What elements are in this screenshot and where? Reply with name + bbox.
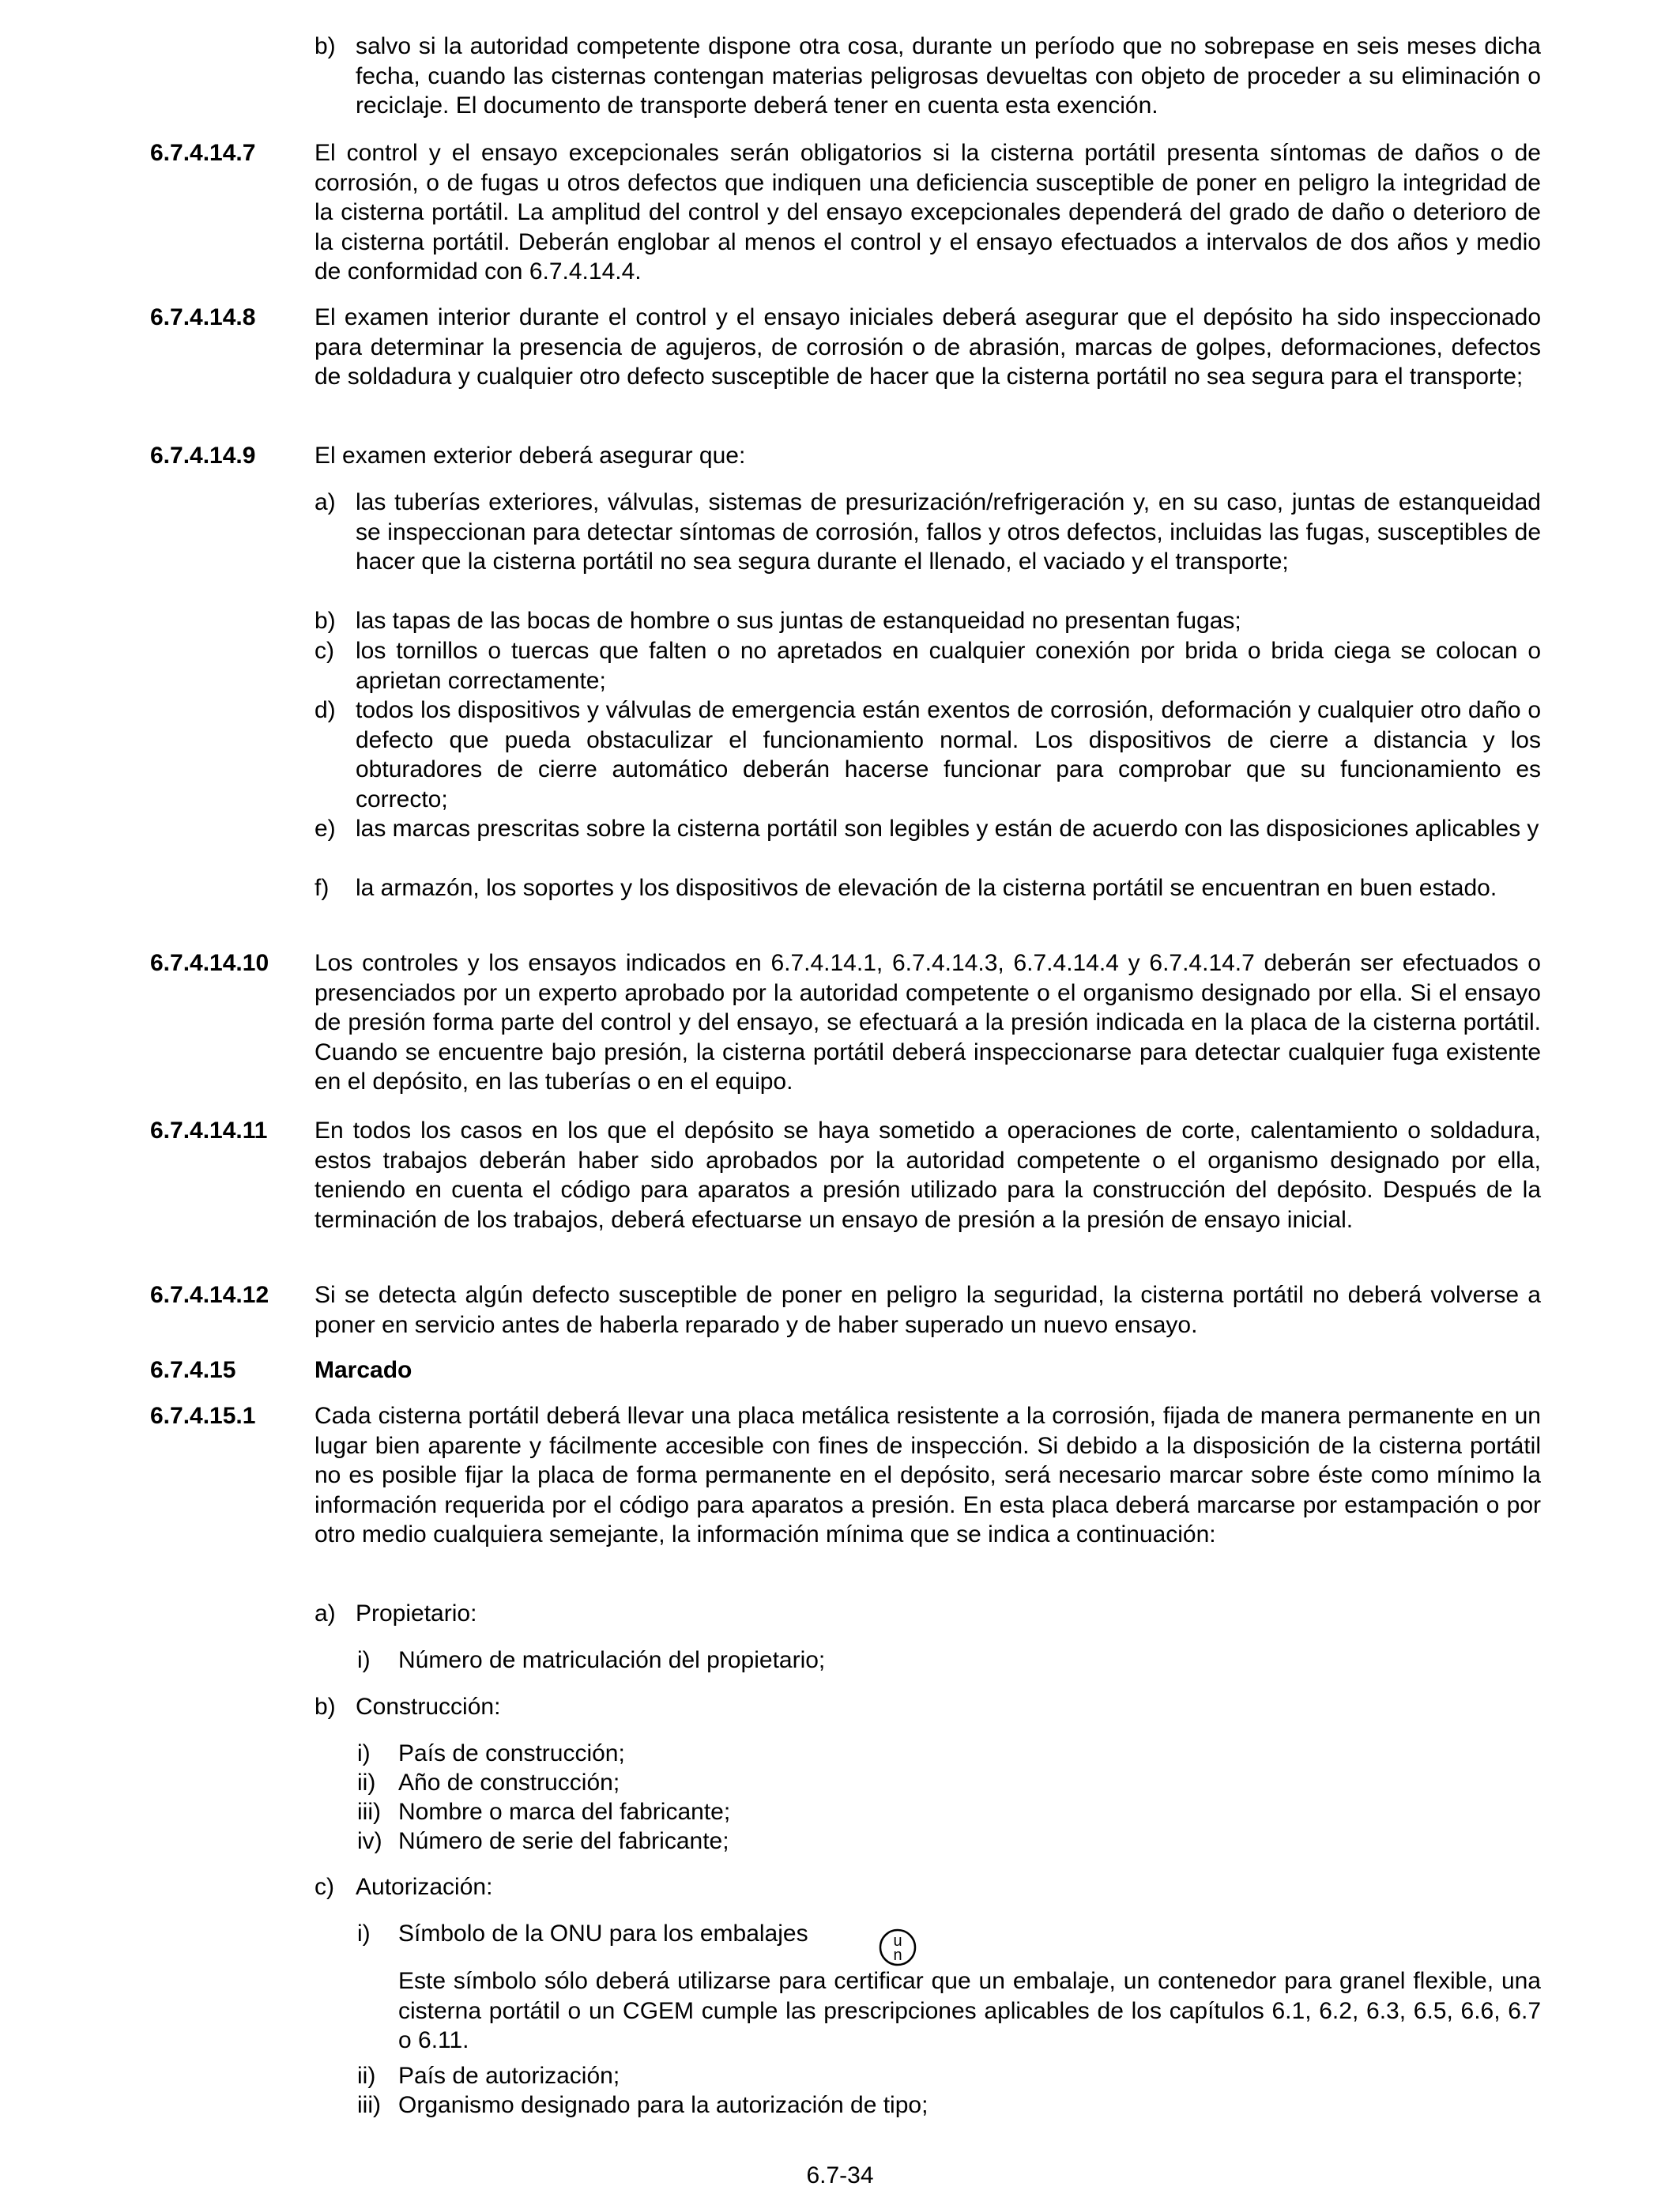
item-label: c)	[315, 1874, 334, 1900]
item-label: i)	[357, 1647, 371, 1673]
item-text: Organismo designado para la autorización de tipo;	[398, 2092, 929, 2118]
section-heading: Marcado	[315, 1357, 412, 1383]
section-text: El control y el ensayo excepcionales serán obligatorios si la cisterna portátil presenta síntomas de daños o de corrosión, o de fugas u otros defectos que indiquen una deficiencia susceptible de poner en peligro la integridad de la cisterna portátil. La amplitud del control y del ensayo excepcionales dependerá del grado de daño o deterioro de la cisterna portátil. Deberán englobar al menos el control y el ensayo efectuados a intervalos de dos años y medio de conformidad con 6.7.4.14.4.	[315, 140, 1541, 285]
item-label: f)	[315, 875, 330, 901]
item-label: i)	[357, 1921, 371, 1947]
item-text: Número de matriculación del propietario;	[398, 1647, 826, 1673]
page-number: 6.7-34	[806, 2162, 874, 2188]
item-text: Propietario:	[356, 1600, 477, 1627]
section-text: El examen exterior deberá asegurar que:	[315, 443, 746, 469]
item-text: Nombre o marca del fabricante;	[398, 1799, 731, 1825]
item-text: Símbolo de la ONU para los embalajes	[398, 1921, 808, 1947]
item-text: Construcción:	[356, 1694, 501, 1720]
section-number: 6.7.4.14.11	[150, 1118, 268, 1144]
item-text: las marcas prescritas sobre la cisterna portátil son legibles y están de acuerdo con las disposiciones aplicables y	[356, 816, 1539, 842]
item-label: i)	[357, 1740, 371, 1766]
item-label: a)	[315, 1600, 336, 1627]
section-number: 6.7.4.14.9	[150, 443, 256, 469]
section-number: 6.7.4.15.1	[150, 1403, 256, 1429]
section-text: En todos los casos en los que el depósito se haya sometido a operaciones de corte, calentamiento o soldadura, estos trabajos deberán haber sido aprobados por la autoridad competente o el organismo designado por ella, teniendo en cuenta el código para aparatos a presión utilizado para la construcción del depósito. Después de la terminación de los trabajos, deberá efectuarse un ensayo de presión a la presión de ensayo inicial.	[315, 1118, 1541, 1233]
item-text: Autorización:	[356, 1874, 493, 1900]
section-text: El examen interior durante el control y el ensayo iniciales deberá asegurar que el depósito ha sido inspeccionado para determinar la presencia de agujeros, de corrosión o de abrasión, marcas de golpes, deformaciones, defectos de soldadura y cualquier otro defecto susceptible de hacer que la cisterna portátil no sea segura para el transporte;	[315, 304, 1541, 390]
item-text: todos los dispositivos y válvulas de emergencia están exentos de corrosión, deformación y cualquier otro daño o defecto que pueda obstaculizar el funcionamiento normal. Los dispositivos de cierre a distancia y los obturadores de cierre automático deberán hacerse funcionar para comprobar que su funcionamiento es correcto;	[356, 697, 1541, 812]
item-label: c)	[315, 638, 334, 664]
item-label: ii)	[357, 1770, 376, 1796]
item-label: iii)	[357, 1799, 381, 1825]
section-text: Los controles y los ensayos indicados en 6.7.4.14.1, 6.7.4.14.3, 6.7.4.14.4 y 6.7.4.14.7 deberán ser efectuados o presenciados por un experto aprobado por la autoridad competente o el organismo designado por ella. Si el ensayo de presión forma parte del control y del ensayo, se efectuará a la presión indicada en la placa de la cisterna portátil. Cuando se encuentre bajo presión, la cisterna portátil deberá inspeccionarse para detectar cualquier fuga existente en el depósito, en las tuberías o en el equipo.	[315, 950, 1541, 1095]
section-number: 6.7.4.14.7	[150, 140, 256, 166]
item-text: la armazón, los soportes y los dispositivos de elevación de la cisterna portátil se encuentran en buen estado.	[356, 875, 1497, 901]
item-label: d)	[315, 697, 336, 723]
item-text: País de autorización;	[398, 2063, 620, 2089]
un-symbol-bottom: n	[893, 1947, 902, 1964]
item-label: b)	[315, 33, 336, 59]
item-text: las tapas de las bocas de hombre o sus juntas de estanqueidad no presentan fugas;	[356, 608, 1241, 634]
note-text: Este símbolo sólo deberá utilizarse para certificar que un embalaje, un contenedor para granel flexible, una cisterna portátil o un CGEM cumple las prescripciones aplicables de los capítulos 6.1, 6.2, 6.3, 6.5, 6.6, 6.7 o 6.11.	[398, 1968, 1541, 2053]
item-label: iii)	[357, 2092, 381, 2118]
item-text: las tuberías exteriores, válvulas, sistemas de presurización/refrigeración y, en su caso, juntas de estanqueidad se inspeccionan para detectar síntomas de corrosión, fallos y otros defectos, incluidas las fugas, susceptibles de hacer que la cisterna portátil no sea segura durante el llenado, el vaciado y el transporte;	[356, 489, 1541, 575]
item-text: Año de construcción;	[398, 1770, 620, 1796]
item-label: b)	[315, 608, 336, 634]
section-text: Cada cisterna portátil deberá llevar una placa metálica resistente a la corrosión, fijada de manera permanente en un lugar bien aparente y fácilmente accesible con fines de inspección. Si debido a la disposición de la cisterna portátil no es posible fijar la placa de forma permanente en el depósito, será necesario marcar sobre éste como mínimo la información requerida por el código para aparatos a presión. En esta placa deberá marcarse por estampación o por otro medio cualquiera semejante, la información mínima que se indica a continuación:	[315, 1403, 1541, 1547]
item-label: ii)	[357, 2063, 376, 2089]
item-label: e)	[315, 816, 336, 842]
un-packaging-symbol-icon	[879, 1928, 917, 1966]
section-number: 6.7.4.15	[150, 1357, 236, 1383]
item-label: a)	[315, 489, 336, 515]
section-number: 6.7.4.14.12	[150, 1282, 269, 1308]
item-text: Número de serie del fabricante;	[398, 1828, 729, 1854]
item-label: b)	[315, 1694, 336, 1720]
item-text: los tornillos o tuercas que falten o no apretados en cualquier conexión por brida o brida ciega se colocan o aprietan correctamente;	[356, 638, 1541, 694]
section-number: 6.7.4.14.8	[150, 304, 256, 330]
section-number: 6.7.4.14.10	[150, 950, 269, 976]
section-text: Si se detecta algún defecto susceptible de poner en peligro la seguridad, la cisterna portátil no deberá volverse a poner en servicio antes de haberla reparado y de haber superado un nuevo ensayo.	[315, 1282, 1541, 1338]
item-text: País de construcción;	[398, 1740, 625, 1766]
item-label: iv)	[357, 1828, 382, 1854]
un-symbol-top: u	[893, 1932, 902, 1950]
item-text: salvo si la autoridad competente dispone otra cosa, durante un período que no sobrepase en seis meses dicha fecha, cuando las cisternas contengan materias peligrosas devueltas con objeto de proceder a su eliminación o reciclaje. El documento de transporte deberá tener en cuenta esta exención.	[356, 33, 1541, 119]
